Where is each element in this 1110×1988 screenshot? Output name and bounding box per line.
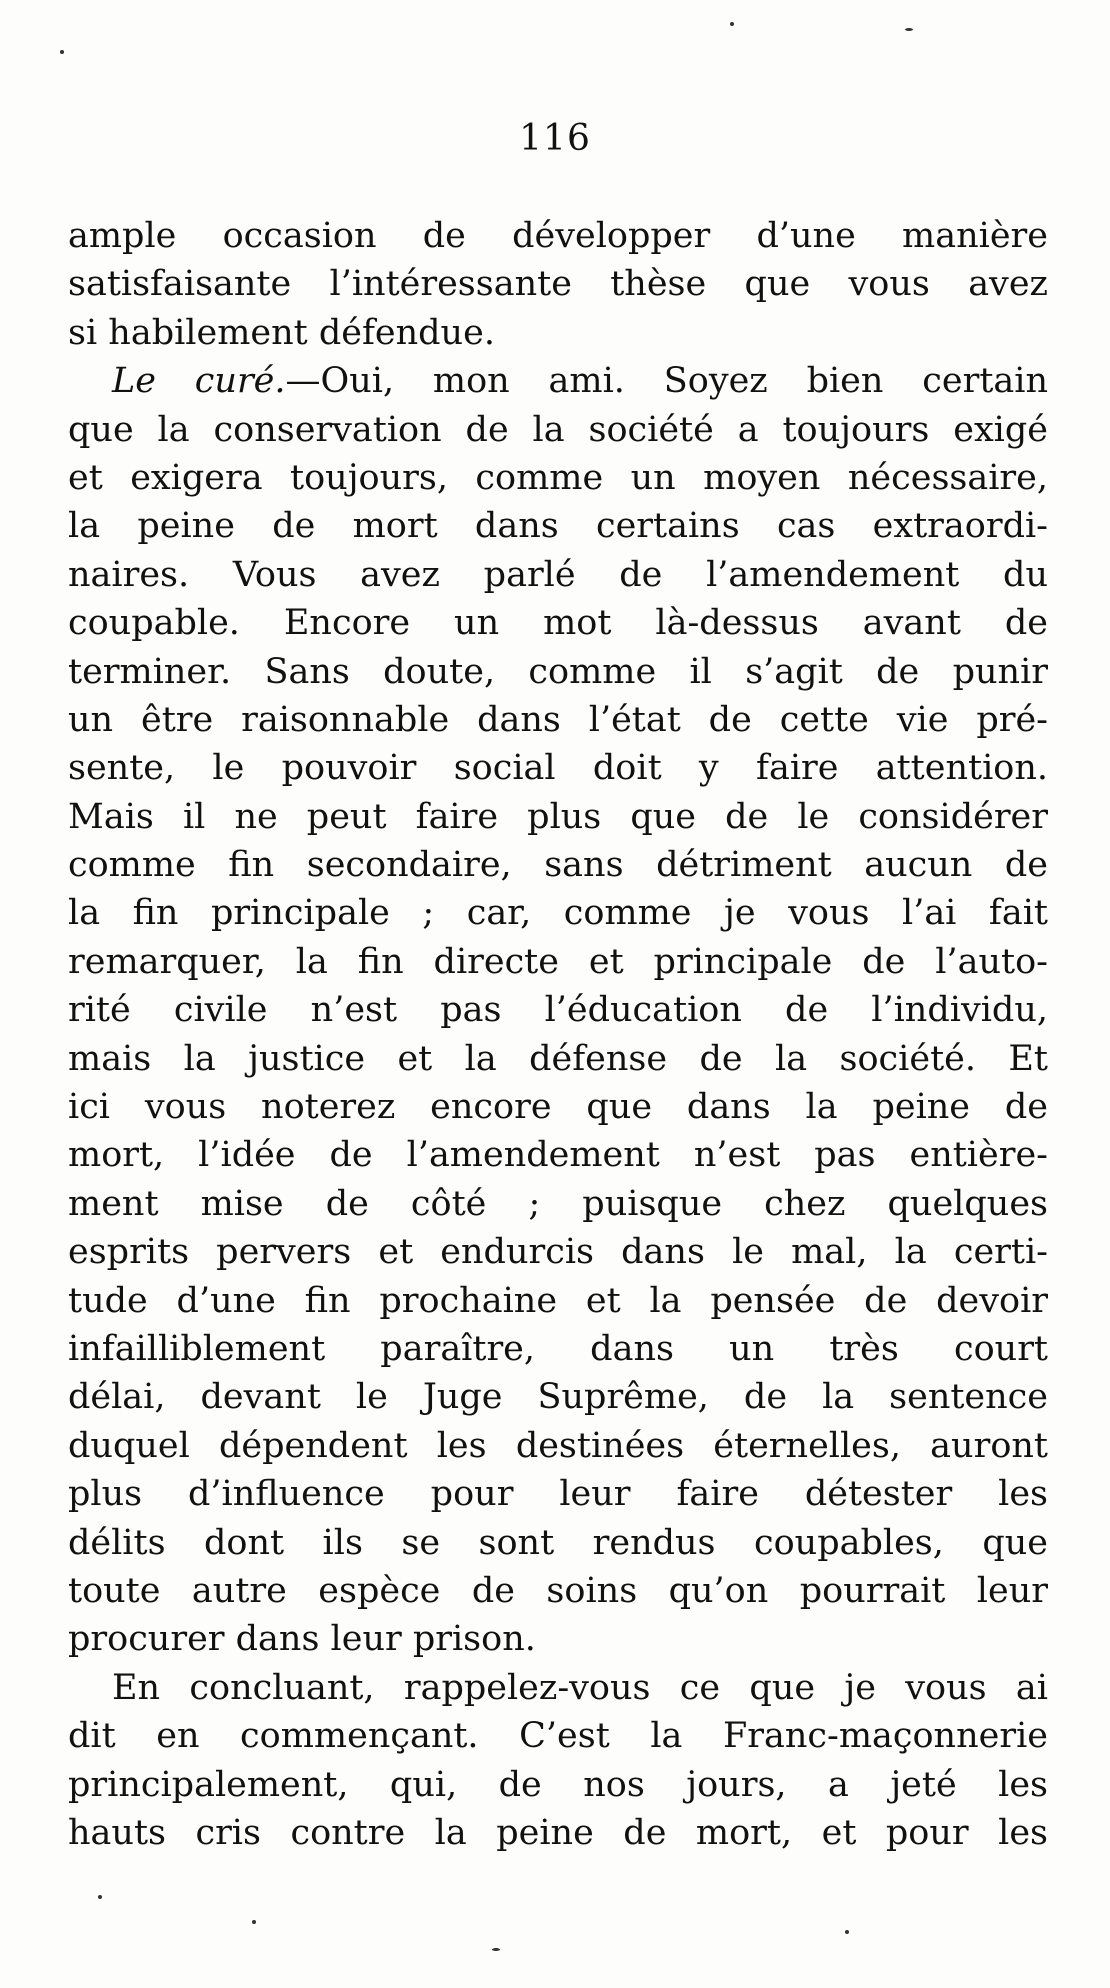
text-line: hauts cris contre la peine de mort, et pour les	[68, 1812, 1048, 1853]
text-line: si habilement défendue.	[68, 312, 495, 353]
text-line: principalement, qui, de nos jours, a jeté les	[68, 1764, 1048, 1805]
ink-speck	[492, 1948, 500, 1951]
text-line: tude d’une fin prochaine et la pensée de devoir	[68, 1280, 1048, 1321]
text-line: dit en commençant. C’est la Franc-maçonnerie	[68, 1716, 1048, 1757]
text-line: ici vous noterez encore que dans la peine de	[68, 1087, 1048, 1128]
text-line: coupable. Encore un mot là-dessus avant de	[68, 603, 1048, 644]
line-text: —Oui, mon ami. Soyez bien certain	[285, 361, 1048, 402]
text-line: délai, devant le Juge Suprême, de la sentence	[68, 1377, 1048, 1418]
text-line: plus d’influence pour leur faire détester les	[68, 1474, 1048, 1515]
speaker-label: Le curé.	[112, 361, 286, 402]
text-line: et exigera toujours, comme un moyen nécessaire,	[68, 457, 1048, 498]
text-line: duquel dépendent les destinées éternelles, auront	[68, 1425, 1048, 1466]
text-line: terminer. Sans doute, comme il s’agit de punir	[68, 651, 1048, 692]
text-line: que la conservation de la société a toujours exigé	[68, 409, 1048, 450]
ink-speck	[98, 1895, 102, 1899]
text-line: la peine de mort dans certains cas extraordi-	[68, 506, 1048, 547]
text-line: naires. Vous avez parlé de l’amendement du	[68, 554, 1048, 595]
text-line: toute autre espèce de soins qu’on pourrait leur	[68, 1570, 1048, 1611]
body-text	[68, 212, 1048, 1857]
text-line: mort, l’idée de l’amendement n’est pas entière-	[68, 1135, 1048, 1176]
ink-speck	[60, 50, 64, 54]
text-line: procurer dans leur prison.	[68, 1619, 536, 1660]
ink-speck	[845, 1930, 849, 1934]
text-line: rité civile n’est pas l’éducation de l’individu,	[68, 990, 1048, 1031]
text-line: comme fin secondaire, sans détriment aucun de	[68, 845, 1048, 886]
text-line: infailliblement paraître, dans un très court	[68, 1328, 1048, 1369]
text-line	[68, 357, 1048, 405]
text-line: un être raisonnable dans l’état de cette vie pré-	[68, 699, 1048, 740]
text-line: mais la justice et la défense de la société. Et	[68, 1038, 1048, 1079]
text-line: esprits pervers et endurcis dans le mal, la certi-	[68, 1232, 1048, 1273]
text-line: satisfaisante l’intéressante thèse que vous avez	[68, 264, 1048, 305]
text-line: ment mise de côté ; puisque chez quelques	[68, 1183, 1048, 1224]
text-line: Mais il ne peut faire plus que de le considérer	[68, 796, 1048, 837]
ink-speck	[905, 28, 913, 31]
page-number: 116	[519, 118, 591, 159]
text-line: la fin principale ; car, comme je vous l’ai fait	[68, 893, 1048, 934]
text-line: En concluant, rappelez-vous ce que je vous ai	[112, 1667, 1048, 1708]
text-line: remarquer, la fin directe et principale de l’auto-	[68, 941, 1048, 982]
ink-speck	[252, 1920, 256, 1924]
ink-speck	[730, 22, 734, 26]
text-line: délits dont ils se sont rendus coupables, que	[68, 1522, 1048, 1563]
text-line: ample occasion de développer d’une manière	[68, 216, 1048, 256]
text-line: sente, le pouvoir social doit y faire attention.	[68, 748, 1048, 789]
